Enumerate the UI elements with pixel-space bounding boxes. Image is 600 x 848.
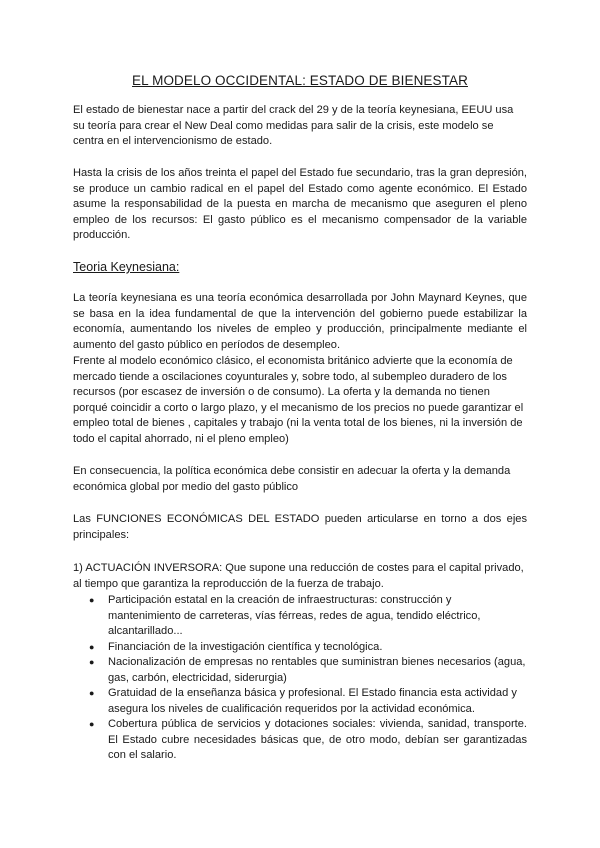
bullet-list [73, 593, 527, 764]
list-item-text: Cobertura pública de servicios y dotaciones sociales: vivienda, sanidad, transporte. El Estado cubre necesidades básicas que, de otro modo, debían ser garantizadas con el salario. [108, 718, 527, 761]
section-heading-keynesian: Teoria Keynesiana: [73, 260, 180, 274]
paragraph-crisis: Hasta la crisis de los años treinta el papel del Estado fue secundario, tras la gran depresión, se produce un cambio radical en el papel del Estado como agente económico. El Estado asume la responsabilidad de la puesta en marcha de mecanismo que aseguren el pleno empleo de los recursos: El gasto público es el mecanismo compensador de la variable producción. [73, 167, 527, 241]
paragraph-consequence: En consecuencia, la política económica debe consistir en adecuar la oferta y la demanda económica global por medio del gasto público [73, 465, 511, 493]
list-item [73, 640, 527, 656]
paragraph-keynes-theory: La teoría keynesiana es una teoría económica desarrollada por John Maynard Keynes, que se basa en la idea fundamental de que la intervención del gobierno puede estabilizar la economía, aumentando los niveles de empleo y producción, principalmente mediante el aumento del gasto público en períodos de desempleo. [73, 292, 527, 351]
list-item [73, 717, 527, 764]
document-title: EL MODELO OCCIDENTAL: ESTADO DE BIENESTAR [132, 73, 468, 88]
list-item [73, 686, 527, 717]
paragraph-functions: Las FUNCIONES ECONÓMICAS DEL ESTADO pueden articularse en torno a dos ejes principales: [73, 513, 527, 541]
list-item-text: Participación estatal en la creación de infraestructuras: construcción y mantenimiento de carreteras, vías férreas, redes de agua, tendido eléctrico, alcantarillado... [108, 594, 481, 637]
bullet-icon: ● [89, 688, 95, 698]
paragraph-investment-role: 1) ACTUACIÓN INVERSORA: Que supone una reducción de costes para el capital privado, al tiempo que garantiza la reproducción de la fuerza de trabajo. [73, 562, 524, 590]
bullet-icon: ● [89, 641, 95, 652]
bullet-icon: ● [89, 595, 95, 605]
bullet-icon: ● [89, 719, 95, 729]
list-item [73, 593, 527, 640]
list-item-text: Gratuidad de la enseñanza básica y profesional. El Estado financia esta actividad y asegura los niveles de cualificación requeridos por la actividad económica. [108, 687, 517, 715]
list-item-text: Financiación de la investigación científica y tecnológica. [108, 640, 383, 653]
paragraph-classic-model: Frente al modelo económico clásico, el economista británico advierte que la economía de mercado tiende a oscilaciones coyunturales y, sobre todo, al subempleo duradero de los recursos (por escasez de inversión o de consumo). La oferta y la demanda no tienen porqué coincidir a corto o largo plazo, y el mecanismo de los precios no puede garantizar el empleo total de bienes , capitales y trabajo (ni la venta total de los bienes, ni la inversión de todo el capital ahorrado, ni el pleno empleo) [73, 355, 524, 445]
list-item-text: Nacionalización de empresas no rentables que suministran bienes necesarios (agua, gas, carbón, electricidad, siderurgia) [108, 656, 526, 684]
paragraph-intro: El estado de bienestar nace a partir del crack del 29 y de la teoría keynesiana, EEUU usa su teoría para crear el New Deal como medidas para salir de la crisis, este modelo se centra en el intervencionismo de estado. [73, 104, 514, 147]
list-item [73, 655, 527, 686]
bullet-icon: ● [89, 657, 95, 667]
